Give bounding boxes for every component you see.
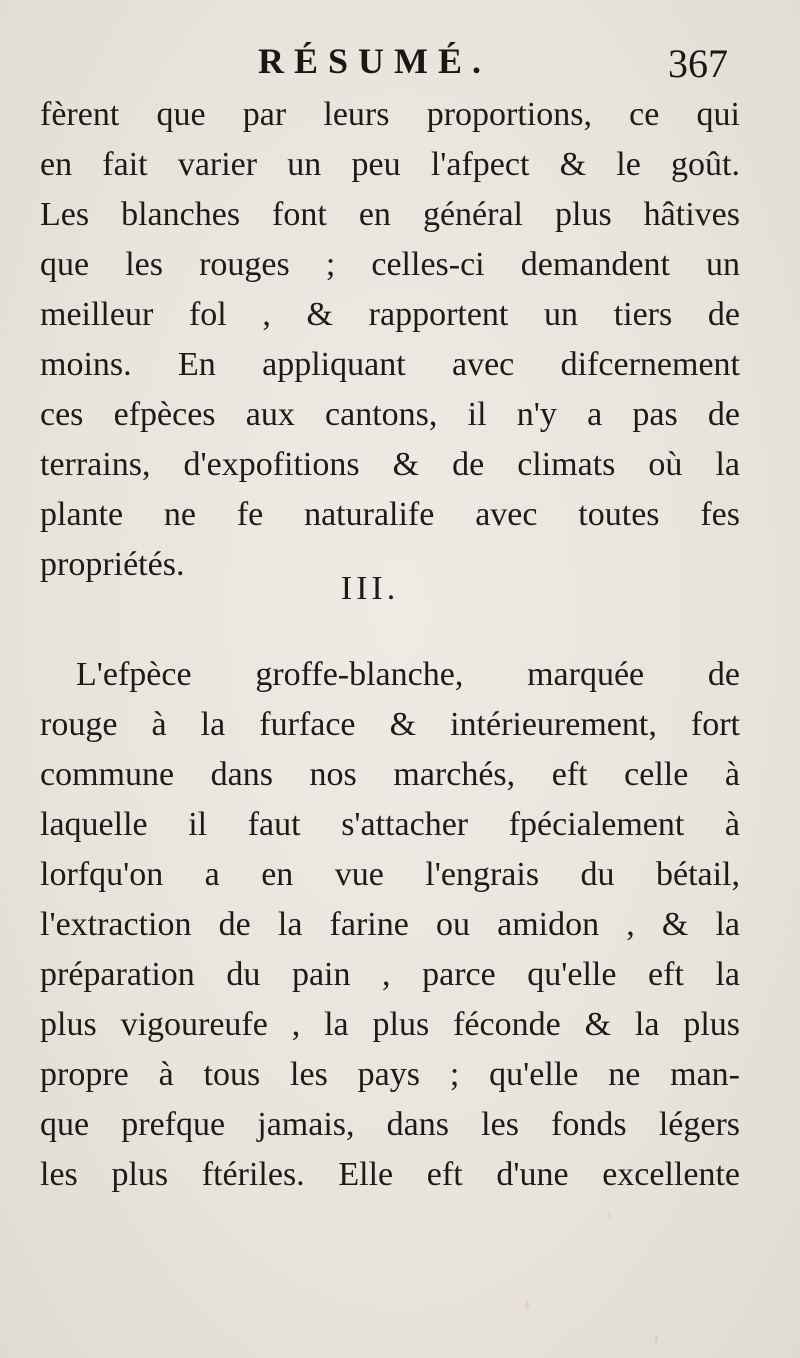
text-line: moins. En appliquant avec difcernement — [40, 346, 740, 383]
text-line: les plus ftériles. Elle eft d'une excellente — [40, 1156, 740, 1193]
text-line: fèrent que par leurs proportions, ce qui — [40, 96, 740, 133]
text-line: commune dans nos marchés, eft celle à — [40, 756, 740, 793]
paper-speck — [655, 1335, 658, 1343]
section-number: III. — [340, 570, 400, 607]
text-line: lorfqu'on a en vue l'engrais du bétail, — [40, 856, 740, 893]
text-line: terrains, d'expofitions & de climats où la — [40, 446, 740, 483]
text-line: que prefque jamais, dans les fonds légers — [40, 1106, 740, 1143]
text-line: meilleur fol , & rapportent un tiers de — [40, 296, 740, 333]
text-line: plante ne fe naturalife avec toutes fes — [40, 496, 740, 533]
paragraph-1 — [40, 90, 740, 590]
running-title: RÉSUMÉ. — [258, 41, 492, 81]
text-line: Les blanches font en général plus hâtives — [40, 196, 740, 233]
text-line: que les rouges ; celles-ci demandent un — [40, 246, 740, 283]
paper-speck — [525, 1300, 529, 1310]
text-line: rouge à la furface & intérieurement, fort — [40, 706, 740, 743]
paper-speck — [608, 1212, 611, 1218]
text-line: en fait varier un peu l'afpect & le goût. — [40, 146, 740, 183]
text-line: plus vigoureufe , la plus féconde & la plus — [40, 1006, 740, 1043]
text-line: propriétés. — [40, 546, 185, 583]
paragraph-2 — [40, 650, 740, 1200]
page-number: 367 — [668, 41, 728, 86]
text-line: ces efpèces aux cantons, il n'y a pas de — [40, 396, 740, 433]
page-header — [258, 40, 728, 90]
text-line: laquelle il faut s'attacher fpécialement à — [40, 806, 740, 843]
text-line: préparation du pain , parce qu'elle eft la — [40, 956, 740, 993]
text-line: propre à tous les pays ; qu'elle ne man- — [40, 1056, 740, 1093]
text-line: l'extraction de la farine ou amidon , & la — [40, 906, 740, 943]
text-line: L'efpèce groffe-blanche, marquée de — [76, 656, 740, 693]
